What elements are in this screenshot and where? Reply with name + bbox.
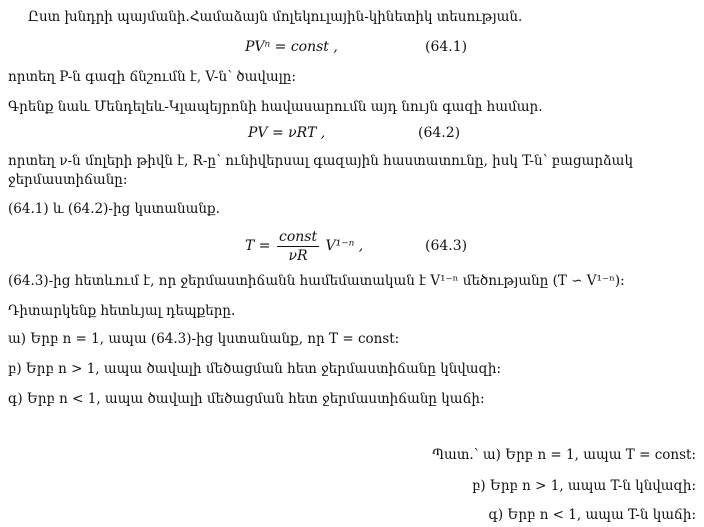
answer-line-1: Պատ.՝ ա) Երբ n = 1, ապա T = const: — [432, 447, 696, 463]
fraction — [277, 229, 319, 264]
text-line-definitions: որտեղ ν-ն մոլերի թիվն է, R-ը՝ ունիվերսալ գազային հաստատունը, իսկ T-ն՝ բացարձակ — [8, 153, 633, 169]
answer-line-3: գ) Երբ n < 1, ապա T-ն կաճի: — [488, 507, 696, 523]
case-b: բ) Երբ n > 1, ապա ծավալի մեծացման հետ ջերմաստիճանը կնվազի: — [8, 361, 502, 377]
equation-number-64-2: (64.2) — [418, 125, 461, 141]
equation-64-1: PVⁿ = const , — [245, 39, 338, 55]
equation-64-3 — [245, 228, 363, 264]
equation-number-64-3: (64.3) — [425, 238, 468, 254]
case-a: ա) Երբ n = 1, ապա (64.3)-ից կստանանք, որ T = const: — [8, 331, 400, 347]
text-line-mendeleev: Գրենք նաև Մենդելեև-Կլապեյրոնի հավասարումն այդ նույն գազի համար. — [8, 99, 543, 115]
text-line-combine: (64.1) և (64.2)-ից կստանանք. — [8, 201, 220, 217]
text-line-pressure-volume: որտեղ P-ն գազի ճնշումն է, V-ն՝ ծավալը: — [8, 69, 296, 85]
intro-line: Ըստ խնդրի պայմանի.Համաձայն մոլեկուլային-կինետիկ տեսության. — [28, 9, 523, 25]
equation-64-2: PV = νRT , — [248, 125, 326, 141]
equation-number-64-1: (64.1) — [425, 39, 468, 55]
answer-line-2: բ) Երբ n > 1, ապա T-ն կնվազի: — [472, 478, 696, 494]
equation-tail: V¹⁻ⁿ , — [325, 238, 364, 254]
text-line-proportional: (64.3)-ից հետևում է, որ ջերմաստիճանն համեմատական է V¹⁻ⁿ մեծությանը (T ∽ V¹⁻ⁿ): — [8, 273, 625, 289]
text-line-cases: Դիտարկենք հետևյալ դեպքերը. — [8, 303, 236, 319]
equation-lhs: T = — [245, 238, 271, 254]
text-line-temperature: ջերմաստիճանը: — [8, 172, 128, 188]
fraction-numerator: const — [278, 228, 318, 245]
case-c: գ) Երբ n < 1, ապա ծավալի մեծացման հետ ջերմաստիճանը կաճի: — [8, 391, 485, 407]
fraction-denominator: νR — [288, 247, 308, 264]
